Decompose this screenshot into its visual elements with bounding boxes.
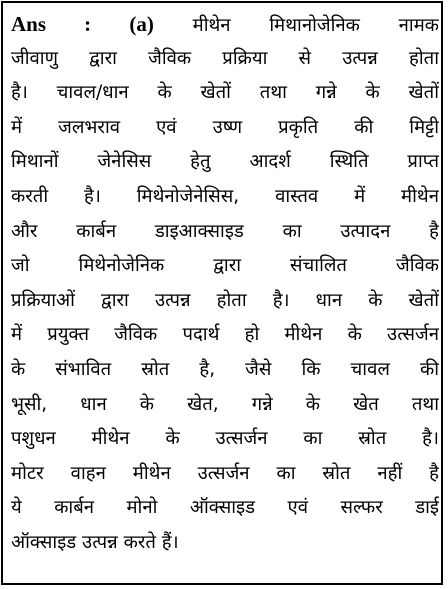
- answer-line: और कार्बन डाइआक्साइड का उत्पादन है: [11, 220, 439, 242]
- answer-line: मिथानों जेनेसिस हेतु आदर्श स्थिति प्राप्त: [11, 151, 439, 173]
- answer-line: जो मिथेनोजेनिक द्वारा संचालित जैविक: [11, 255, 439, 277]
- answer-line: पशुधन मीथेन के उत्सर्जन का स्रोत है।: [11, 428, 439, 450]
- answer-box: [1, 1, 443, 585]
- answer-line: के संभावित स्रोत है, जैसे कि चावल की: [11, 358, 439, 380]
- answer-text: [11, 7, 439, 561]
- answer-line: प्रक्रियाओं द्वारा उत्पन्न होता है। धान के खेतों: [11, 289, 439, 311]
- answer-line: मोटर वाहन मीथेन उत्सर्जन का स्रोत नहीं है: [11, 462, 439, 484]
- answer-line: ऑक्साइड उत्पन्न करते हैं।: [11, 531, 179, 553]
- answer-line: करती है। मिथेनोजेनेसिस, वास्तव में मीथेन: [11, 185, 439, 207]
- answer-label: Ans : (a): [11, 12, 154, 36]
- answer-line: जीवाणु द्वारा जैविक प्रक्रिया से उत्पन्न होता: [11, 47, 439, 69]
- answer-line: ये कार्बन मोनो ऑक्साइड एवं सल्फर डाई: [11, 497, 439, 519]
- answer-line-text: मीथेन मिथानोजेनिक नामक: [192, 15, 439, 36]
- answer-line: भूसी, धान के खेत, गन्ने के खेत तथा: [11, 393, 439, 415]
- answer-line: [11, 7, 439, 42]
- answer-line: है। चावल/धान के खेतों तथा गन्ने के खेतों: [11, 82, 439, 104]
- answer-line: में जलभराव एवं उष्ण प्रकृति की मिट्टी: [11, 116, 439, 138]
- answer-line: में प्रयुक्त जैविक पदार्थ हो मीथेन के उत्सर्जन: [11, 324, 439, 346]
